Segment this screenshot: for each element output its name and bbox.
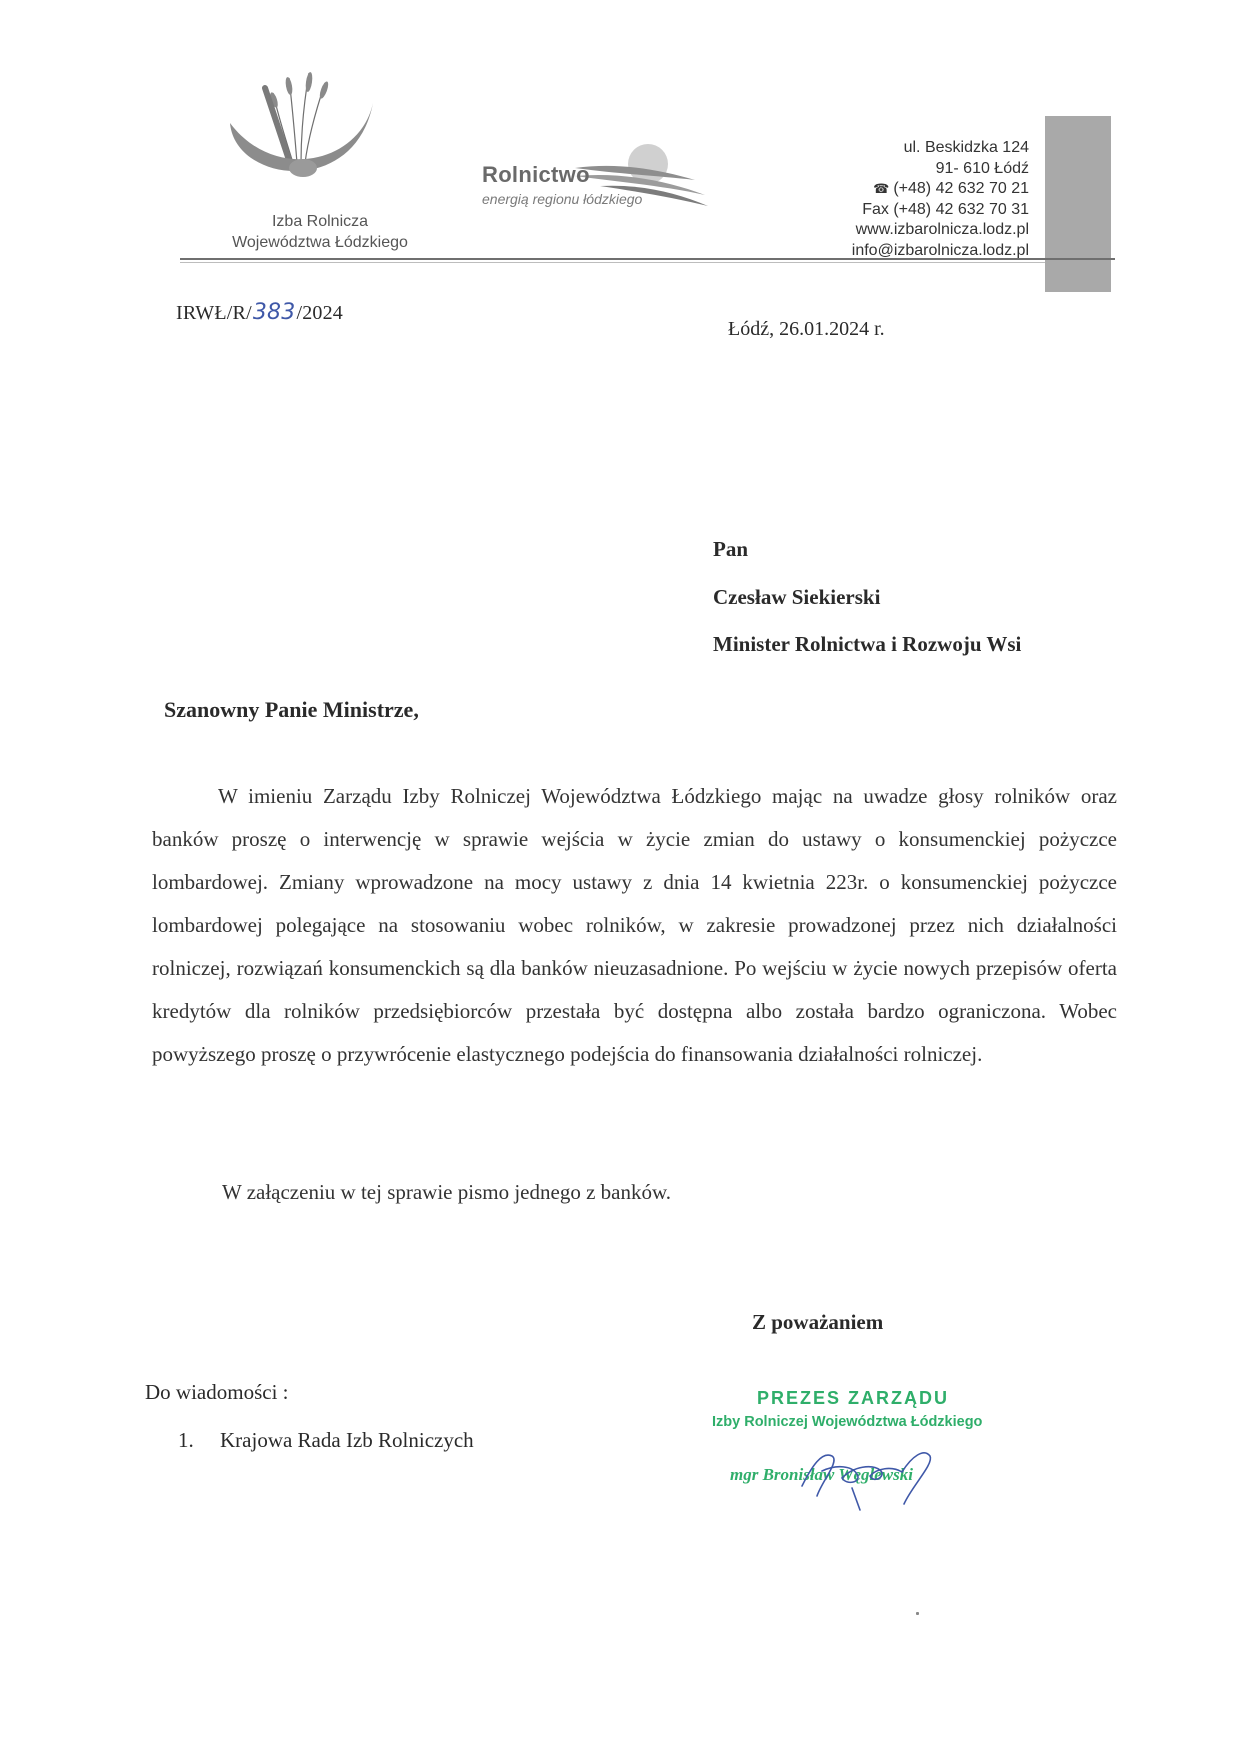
fax-line: Fax (+48) 42 632 70 31 (862, 200, 1029, 218)
reference-handwritten-number: 383 (252, 300, 296, 325)
stamp-organization: Izby Rolniczej Województwa Łódzkiego (712, 1414, 983, 1430)
cc-label: Do wiadomości : (145, 1380, 289, 1404)
address-line1: ul. Beskidzka 124 (903, 139, 1029, 156)
phone-line (852, 179, 1029, 200)
salutation: Szanowny Panie Ministrze, (164, 697, 419, 722)
cc-list-item (178, 1428, 474, 1453)
letter-body (152, 775, 1117, 1076)
reference-prefix: IRWŁ/R/ (176, 302, 252, 324)
scan-speck (916, 1612, 919, 1615)
closing-phrase: Z poważaniem (752, 1310, 884, 1334)
campaign-logo (480, 140, 720, 220)
website: www.izbarolnicza.lodz.pl (855, 221, 1029, 238)
farmer-emblem-icon (225, 68, 385, 203)
stamp-name: mgr Bronisław Węglewski (730, 1465, 913, 1484)
body-paragraph: W imieniu Zarządu Izby Rolniczej Województwa Łódzkiego mając na uwadze głosy rolników oraz banków proszę o interwencję w sprawie wejścia w życie zmian do ustawy o konsumenckiej pożyczce lombardowej. Zmiany wprowadzone na mocy ustawy z dnia 14 kwietnia 223r. o konsumenckiej pożyczce lombardowej polegające na stosowaniu wobec rolników, w zakresie prowadzonej przez nich działalności rolniczej, rozwiązań konsumenckich są dla banków nieuzasadnione. Po wejściu w życie nowych przepisów oferta kredytów dla rolników przedsiębiorców przestała być dostępna albo została bardzo ograniczona. Wobec powyższego proszę o przywrócenie elastycznego podejścia do finansowania działalności rolniczej. (152, 784, 1117, 1066)
address-line2: 91- 610 Łódź (935, 159, 1029, 177)
contact-block (852, 138, 1029, 261)
header-accent-bar (1045, 116, 1111, 292)
reference-number (176, 300, 343, 325)
cc-item-number: 1. (178, 1428, 194, 1452)
header-divider-thin (180, 262, 1045, 263)
letter-date: Łódź, 26.01.2024 r. (728, 318, 885, 340)
reference-suffix: /2024 (296, 302, 343, 324)
org-logo-caption-line1: Izba Rolnicza (271, 213, 369, 230)
addressee-title: Pan (713, 537, 749, 561)
header-divider (180, 258, 1115, 260)
cc-item-text: Krajowa Rada Izb Rolniczych (220, 1428, 474, 1452)
telephone-icon: ☎ (873, 181, 890, 196)
handwritten-signature (762, 1426, 962, 1516)
signature-stamp (712, 1388, 1012, 1508)
email: info@izbarolnicza.lodz.pl (851, 241, 1029, 259)
addressee-name: Czesław Siekierski (713, 585, 881, 609)
stamp-title: PREZES ZARZĄDU (757, 1388, 950, 1408)
campaign-logo-subtitle: energią regionu łódzkiego (482, 191, 643, 207)
campaign-logo-title: Rolnictwo (482, 162, 590, 187)
addressee-position: Minister Rolnictwa i Rozwoju Wsi (713, 632, 1022, 656)
phone-number: (+48) 42 632 70 21 (893, 180, 1029, 197)
org-logo (215, 68, 425, 258)
attachment-note: W załączeniu w tej sprawie pismo jednego z banków. (222, 1180, 672, 1204)
org-logo-caption-line2: Województwa Łódzkiego (232, 234, 408, 251)
